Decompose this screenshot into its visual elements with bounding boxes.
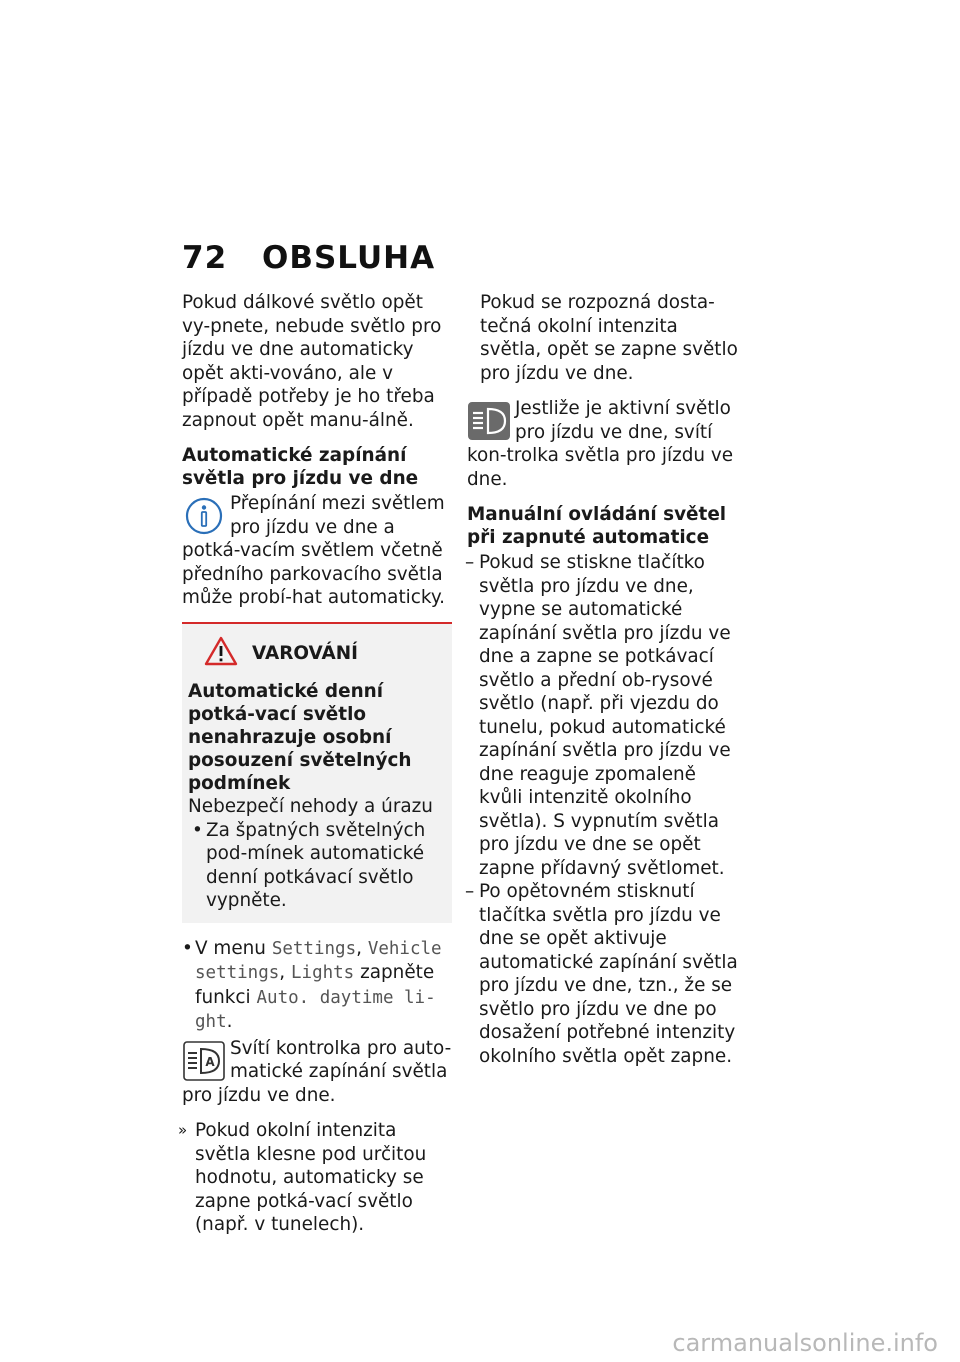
daytime-indicator-note: [467, 397, 742, 491]
dash-item-2-text: Po opětovném stisknutí tlačítka světla pro jízdu ve dne se opět aktivuje automatické zapínání světla pro jízdu ve dne, tzn., že se světlo pro jízdu ve dne po dosažení potřebné intenzity okolního světla opět zapne.: [479, 881, 738, 1067]
warning-box: [182, 622, 452, 923]
warning-body: [182, 680, 452, 913]
step-sep2: ,: [279, 962, 291, 983]
warning-triangle-icon: [204, 636, 238, 673]
daytime-light-indicator-icon: [467, 399, 511, 443]
menu-settings: Settings: [271, 938, 357, 959]
auto-daytime-indicator-icon: [182, 1039, 226, 1083]
heading-auto-daytime: Automatické zapínání světla pro jízdu ve dne: [182, 445, 419, 489]
menu-auto-daytime-light: Auto. daytime li-ght: [195, 987, 436, 1032]
result-text: Pokud okolní intenzita světla klesne pod určitou hodnotu, automaticky se zapne potká-vací světlo (např. v tunelech).: [195, 1120, 427, 1235]
info-icon: [182, 494, 226, 538]
section-title: OBSLUHA: [262, 240, 436, 276]
menu-lights: Lights: [291, 963, 355, 983]
step-mid: zapněte funkci: [195, 962, 435, 1008]
page-number: 72: [182, 240, 228, 276]
dash-item-1: [467, 551, 742, 880]
dash-marker: –: [465, 552, 475, 573]
left-column: [178, 291, 452, 1237]
warning-danger: Nebezpečí nehody a úrazu: [188, 796, 433, 817]
result-item: [178, 1119, 452, 1237]
warning-header: [182, 636, 452, 673]
watermark: carmanualsonline.info: [672, 1329, 938, 1357]
dash-marker: –: [465, 881, 475, 902]
info-text: Přepínání mezi světlem pro jízdu ve dne a potká-vacím světlem včetně předního parkovacího světla může probí-hat automaticky.: [182, 493, 445, 608]
dash-item-2: [467, 880, 742, 1068]
right-column: [467, 291, 742, 1068]
step-sep1: ,: [356, 937, 368, 959]
info-note: [182, 492, 452, 610]
step-pre: V menu: [195, 937, 272, 959]
auto-indicator-note: [182, 1037, 452, 1108]
page-header: [182, 240, 435, 276]
warning-bullet: [188, 819, 446, 913]
svg-text:A: A: [205, 1054, 215, 1069]
warning-subtitle: Automatické denní potká-vací světlo nenahrazuje osobní posouzení světelných podmínek: [188, 681, 412, 794]
continuation-paragraph: Pokud se rozpozná dosta-tečná okolní intenzita světla, opět se zapne světlo pro jízdu ve dne.: [480, 292, 738, 384]
step-end: .: [226, 1011, 233, 1032]
dash-item-1-text: Pokud se stiskne tlačítko světla pro jízdu ve dne, vypne se automatické zapínání světla pro jízdu ve dne a zapne se potkávací světlo a přední ob-rysové světlo (např. při vjezdu do tunelu, pokud automatické zapínání světla pro jízdu ve dne reaguje zpomaleně kvůli intenzitě okolního světla). S vypnutím světla pro jízdu ve dne se opět zapne přídavný světlomet.: [479, 552, 731, 879]
auto-indicator-text: Svítí kontrolka pro auto-matické zapínání světla pro jízdu ve dne.: [182, 1037, 452, 1106]
menu-vehicle-settings: Vehicle settings: [195, 938, 442, 983]
arrow-marker: »: [178, 1121, 188, 1139]
bullet-marker: •: [192, 819, 203, 841]
warning-bullet-text: Za špatných světelných pod-mínek automatické denní potkávací světlo vypněte.: [206, 819, 426, 911]
menu-step: [182, 937, 452, 1035]
step-marker: •: [182, 937, 193, 959]
intro-paragraph: Pokud dálkové světlo opět vy-pnete, nebude světlo pro jízdu ve dne automaticky opět akti-vováno, ale v případě potřeby je ho třeba zapnout opět manu-álně.: [182, 292, 442, 431]
warning-title: VAROVÁNÍ: [252, 643, 358, 664]
heading-manual-control: Manuální ovládání světel při zapnuté automatice: [467, 504, 727, 548]
daytime-indicator-text: Jestliže je aktivní světlo pro jízdu ve dne, svítí kon-trolka světla pro jízdu ve dne.: [467, 398, 734, 490]
